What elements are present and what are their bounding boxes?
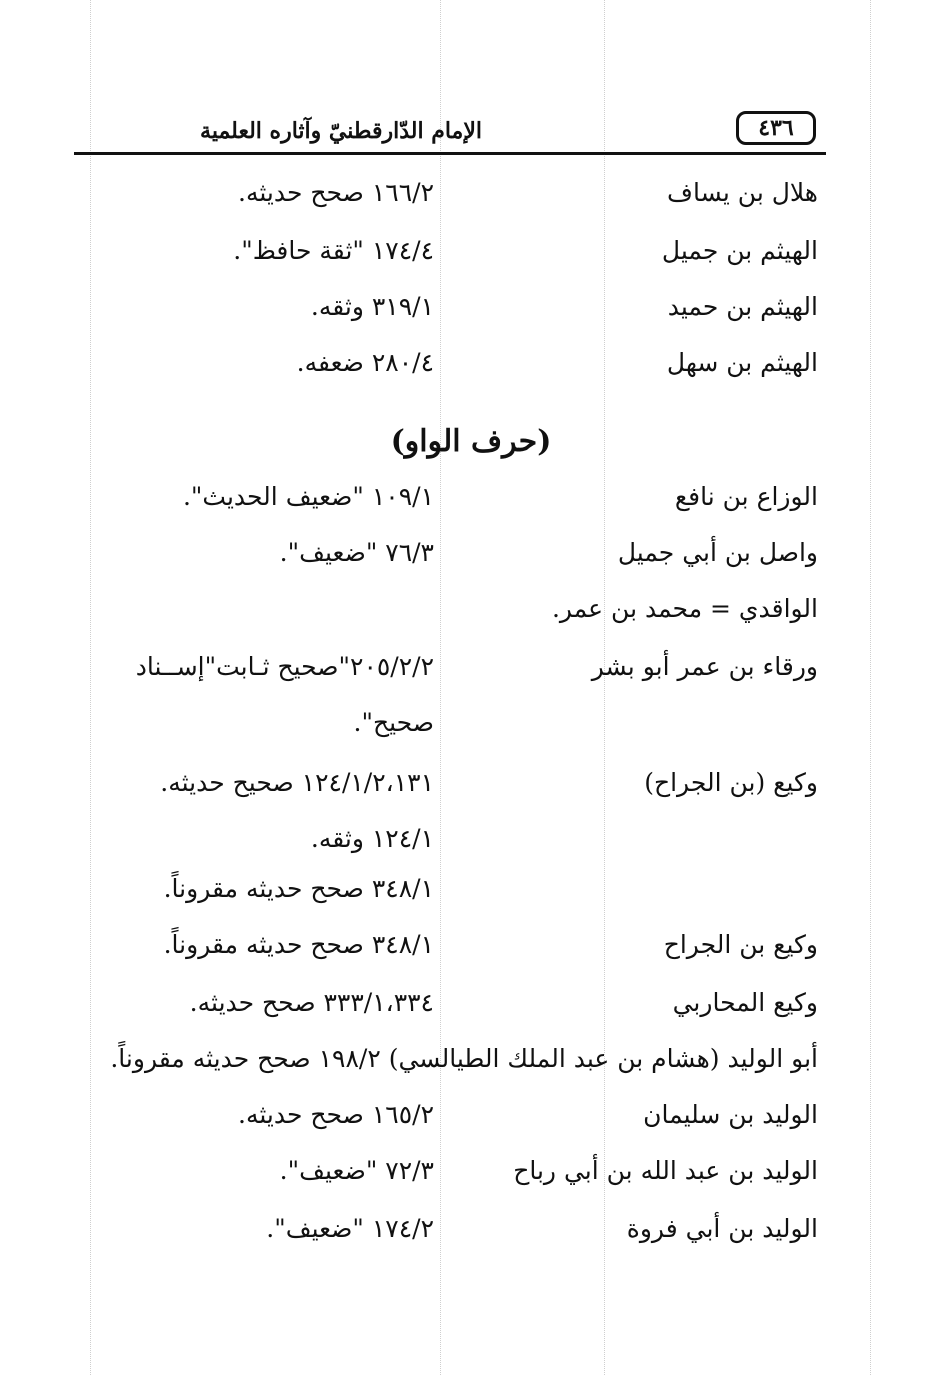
entry-reference: ٧٦/٣ "ضعيف". bbox=[279, 538, 434, 567]
index-entry bbox=[0, 768, 942, 814]
narrator-name: الوليد بن أبي فروة bbox=[626, 1214, 818, 1243]
index-entry-continuation bbox=[0, 874, 942, 920]
narrator-name: وكيع بن الجراح bbox=[663, 930, 818, 959]
narrator-name: واصل بن أبي جميل bbox=[617, 538, 818, 567]
page-number: ٤٣٦ bbox=[736, 111, 816, 145]
section-heading: (حرف الواو) bbox=[390, 424, 552, 459]
entry-reference: ١٢٤/١ وثقه. bbox=[310, 824, 434, 853]
entry-reference: ٣٤٨/١ صحح حديثه مقروناً. bbox=[163, 874, 434, 903]
narrator-name: الوزاع بن نافع bbox=[674, 482, 818, 511]
entry-reference: ٣١٩/١ وثقه. bbox=[310, 292, 434, 321]
entry-reference: ٢٨٠/٤ ضعفه. bbox=[296, 348, 434, 377]
entry-reference: ١٦٦/٢ صحح حديثه. bbox=[238, 178, 434, 207]
index-entry bbox=[0, 236, 942, 282]
index-entry bbox=[0, 652, 942, 698]
narrator-name: وكيع (بن الجراح) bbox=[644, 768, 818, 797]
index-entry bbox=[0, 348, 942, 394]
index-entry bbox=[0, 538, 942, 584]
narrator-name: ورقاء بن عمر أبو بشر bbox=[591, 652, 818, 681]
narrator-name: الوليد بن عبد الله بن أبي رباح bbox=[513, 1156, 818, 1185]
entry-reference: ١٢٤/١/٢،١٣١ صحيح حديثه. bbox=[160, 768, 434, 797]
entry-reference: ١٠٩/١ "ضعيف الحديث". bbox=[182, 482, 434, 511]
index-entry bbox=[0, 482, 942, 528]
index-entry bbox=[0, 930, 942, 976]
index-entry bbox=[0, 292, 942, 338]
entry-reference: ١٧٤/٢ "ضعيف". bbox=[266, 1214, 434, 1243]
entry-reference: ٧٢/٣ "ضعيف". bbox=[279, 1156, 434, 1185]
entry-reference: ٣٤٨/١ صحح حديثه مقروناً. bbox=[163, 930, 434, 959]
header-rule bbox=[74, 152, 826, 155]
index-entry bbox=[0, 1156, 942, 1202]
index-entry bbox=[0, 988, 942, 1034]
full-width-entry: أبو الوليد (هشام بن عبد الملك الطيالسي) ١٩٨/٢ صحح حديثه مقروناً. bbox=[110, 1044, 818, 1073]
running-header-title: الإمام الدّارقطنيّ وآثاره العلمية bbox=[200, 118, 482, 144]
narrator-name: الهيثم بن حميد bbox=[667, 292, 818, 321]
entry-reference: ١٧٤/٤ "ثقة حافظ". bbox=[233, 236, 434, 265]
narrator-name: وكيع المحاربي bbox=[672, 988, 818, 1017]
index-entry-continuation bbox=[0, 824, 942, 870]
narrator-name: الهيثم بن سهل bbox=[666, 348, 818, 377]
entry-reference: ٣٣٣/١،٣٣٤ صحح حديثه. bbox=[189, 988, 434, 1017]
entry-reference: ١٦٥/٢ صحح حديثه. bbox=[238, 1100, 434, 1129]
cross-reference-entry: الواقدي = محمد بن عمر. bbox=[551, 594, 818, 623]
index-entry bbox=[0, 178, 942, 224]
index-entry bbox=[0, 1100, 942, 1146]
index-entry bbox=[0, 594, 942, 640]
narrator-name: هلال بن يساف bbox=[667, 178, 818, 207]
index-entry bbox=[0, 1044, 942, 1090]
entry-reference: ٢٠٥/٢/٢"صحيح ثـابت"إســناد bbox=[135, 652, 434, 681]
entry-reference: صحيح". bbox=[353, 708, 434, 737]
narrator-name: الهيثم بن جميل bbox=[661, 236, 818, 265]
index-entry-continuation bbox=[0, 708, 942, 754]
index-entry bbox=[0, 1214, 942, 1260]
narrator-name: الوليد بن سليمان bbox=[643, 1100, 818, 1129]
